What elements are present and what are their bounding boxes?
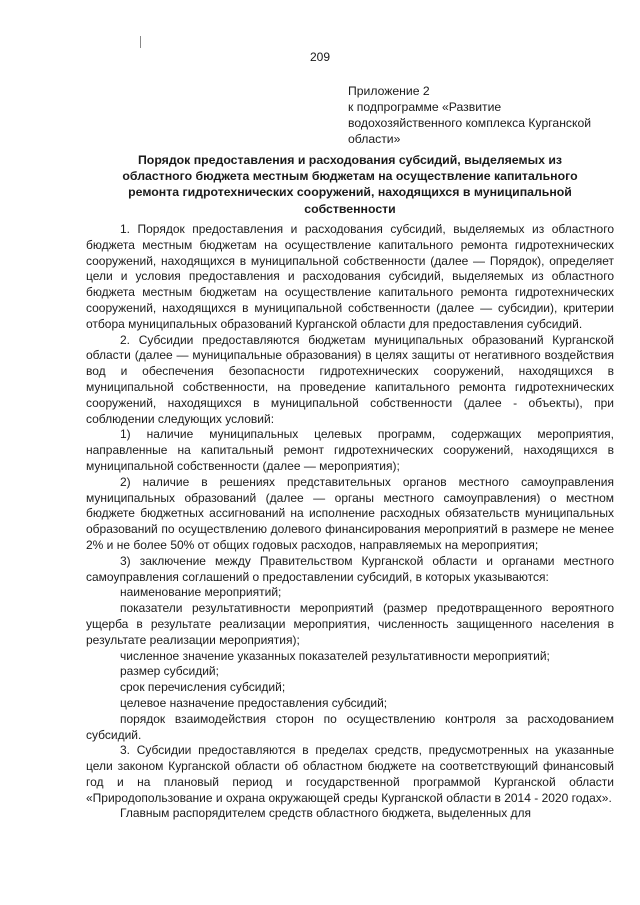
list-item: размер субсидий; — [120, 664, 219, 679]
document-body — [86, 222, 614, 822]
paragraph-clause-1: 1. Порядок предоставления и расходования субсидий, выделяемых из областного бюджета местным бюджетам на осуществление капитального ремонта гидротехнических сооружений, находящихся в муниципальной собственности (далее — Порядок), определяет цели и условия предоставления и расходования субсидий, выделяемых из областного бюджета местным бюджетам на осуществление капитального ремонта гидротехнических сооружений, находящихся в муниципальной собственности (далее — субсидии), критерии отбора муниципальных образований Курганской области для предоставления субсидий. — [86, 222, 614, 331]
title-line: Порядок предоставления и расходования субсидий, выделяемых из — [137, 153, 563, 167]
list-item: срок перечисления субсидий; — [120, 680, 286, 695]
list-item: показатели результативности мероприятий (размер предотвращенного вероятного ущерба в результате реализации мероприятия, численность защищенного населения в результате реализации мероприятия); — [86, 601, 614, 647]
paragraph-condition-1: 1) наличие муниципальных целевых программ, содержащих мероприятия, направленные на капитальный ремонт гидротехнических сооружений, находящихся в муниципальной собственности (далее — мероприятия); — [86, 427, 614, 473]
list-item: наименование мероприятий; — [120, 585, 282, 600]
scan-artifact — [140, 36, 141, 48]
list-item: целевое назначение предоставления субсидий; — [120, 695, 388, 710]
paragraph-condition-2: 2) наличие в решениях представительных органов местного самоуправления муниципальных образований (далее — органы местного самоуправления) о местном бюджете бюджетных ассигнований на исполнение расходных обязательств муниципальных образований по осуществлению долевого финансирования мероприятий в размере не менее 2% и не более 50% от общих годовых расходов, направляемых на мероприятия; — [86, 474, 614, 552]
paragraph-continuation: Главным распорядителем средств областного бюджета, выделенных для — [120, 806, 532, 821]
list-item: численное значение указанных показателей результативности мероприятий; — [120, 648, 550, 663]
paragraph-condition-3: 3) заключение между Правительством Курганской области и органами местного самоуправления соглашений о предоставлении субсидий, в которых указываются: — [86, 553, 614, 584]
list-item: порядок взаимодействия сторон по осуществлению контроля за расходованием субсидий. — [86, 711, 614, 742]
title-line: областного бюджета местным бюджетам на осуществление капитального — [122, 169, 578, 184]
page-number: 209 — [309, 50, 331, 64]
document-title — [100, 152, 600, 217]
appendix-line: к подпрограмме «Развитие — [348, 100, 502, 114]
appendix-line: области» — [348, 132, 401, 146]
appendix-line: Приложение 2 — [348, 84, 430, 98]
title-line: собственности — [304, 201, 396, 216]
paragraph-clause-2: 2. Субсидии предоставляются бюджетам муниципальных образований Курганской области (далее — муниципальные образования) в целях защиты от негативного воздействия вод и обеспечения безопасности гидротехнических сооружений, находящихся в муниципальной собственности, на проведение капитального ремонта гидротехнических сооружений, находящихся в муниципальной собственности (далее - объекты), при соблюдении следующих условий: — [86, 332, 614, 426]
appendix-header — [348, 83, 618, 147]
title-line: ремонта гидротехнических сооружений, находящихся в муниципальной — [128, 185, 572, 200]
appendix-line: водохозяйственного комплекса Курганской — [348, 116, 592, 130]
paragraph-clause-3: 3. Субсидии предоставляются в пределах средств, предусмотренных на указанные цели законом Курганской области об областном бюджете на соответствующий финансовый год и на плановый период и государственной программой Курганской области «Природопользование и охрана окружающей среды Курганской области в 2014 - 2020 годах». — [86, 743, 614, 805]
